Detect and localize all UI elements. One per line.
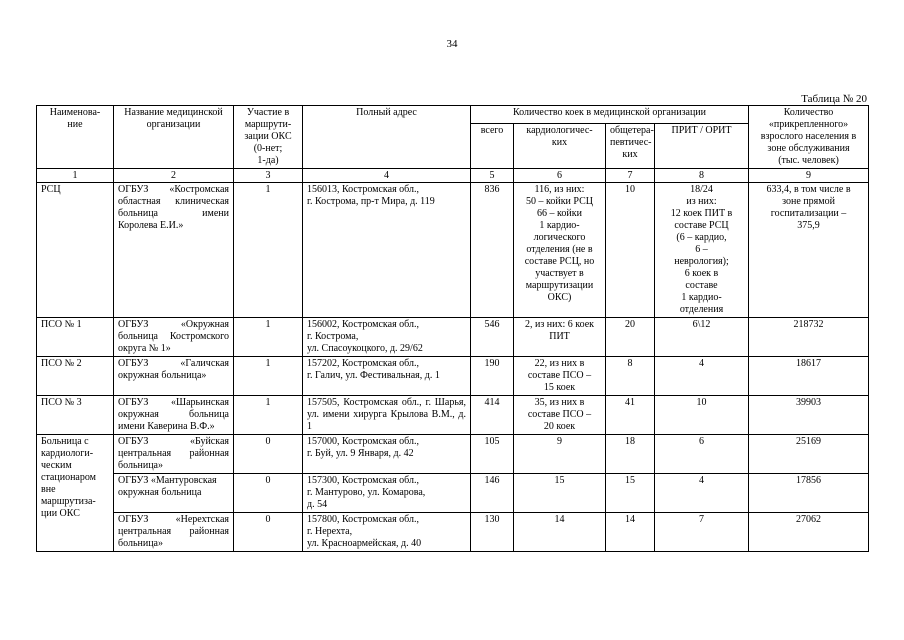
row-oks: 0 <box>234 435 303 474</box>
row-org: ОГБУЗ «Нерехтская центральная районная больница» <box>114 513 234 552</box>
header-name: Наименова- ние <box>37 106 114 169</box>
row-cardio: 9 <box>514 435 606 474</box>
header-beds-group: Количество коек в медицинской организации <box>471 106 749 124</box>
column-number: 3 <box>234 169 303 183</box>
row-oks: 0 <box>234 513 303 552</box>
header-beds-icu: ПРИТ / ОРИТ <box>655 123 749 169</box>
header-beds-general: общетера- певтичес- ких <box>606 123 655 169</box>
row-total: 146 <box>471 474 514 513</box>
row-address: 157202, Костромская обл., г. Галич, ул. Фестивальная, д. 1 <box>303 357 471 396</box>
row-population: 27062 <box>749 513 869 552</box>
row-oks: 1 <box>234 357 303 396</box>
table-row <box>37 318 869 357</box>
row-general: 18 <box>606 435 655 474</box>
row-oks: 1 <box>234 318 303 357</box>
row-total: 546 <box>471 318 514 357</box>
row-org: ОГБУЗ «Буйская центральная районная больница» <box>114 435 234 474</box>
row-total: 105 <box>471 435 514 474</box>
row-org: ОГБУЗ «Окружная больница Костромского округа № 1» <box>114 318 234 357</box>
row-icu: 18/24 из них: 12 коек ПИТ в составе РСЦ (6 – кардио, 6 – неврология); 6 коек в составе 1 кардио- отделения <box>655 183 749 318</box>
table-caption: Таблица № 20 <box>801 93 867 105</box>
row-address: 156002, Костромская обл., г. Кострома, ул. Спасоукоцкого, д. 29/62 <box>303 318 471 357</box>
column-number: 8 <box>655 169 749 183</box>
row-org: ОГБУЗ «Шарьинская окружная больница имени Каверина В.Ф.» <box>114 396 234 435</box>
column-numbers-row <box>37 169 869 183</box>
header-beds-cardio: кардиологичес- ких <box>514 123 606 169</box>
row-cardio: 22, из них в составе ПСО – 15 коек <box>514 357 606 396</box>
column-number: 6 <box>514 169 606 183</box>
row-cardio: 35, из них в составе ПСО – 20 коек <box>514 396 606 435</box>
row-total: 414 <box>471 396 514 435</box>
header-beds-total: всего <box>471 123 514 169</box>
row-total: 130 <box>471 513 514 552</box>
row-cardio: 14 <box>514 513 606 552</box>
row-total: 190 <box>471 357 514 396</box>
row-cardio: 2, из них: 6 коек ПИТ <box>514 318 606 357</box>
table-row <box>37 513 869 552</box>
row-icu: 4 <box>655 357 749 396</box>
row-name: ПСО № 2 <box>37 357 114 396</box>
hospital-beds-table <box>36 105 869 552</box>
table-row <box>37 357 869 396</box>
row-general: 15 <box>606 474 655 513</box>
row-population: 633,4, в том числе в зоне прямой госпитализации – 375,9 <box>749 183 869 318</box>
header-org: Название медицинской организации <box>114 106 234 169</box>
header-population: Количество «прикрепленного» взрослого населения в зоне обслуживания (тыс. человек) <box>749 106 869 169</box>
header-row-1 <box>37 106 869 124</box>
row-cardio: 116, из них: 50 – койки РСЦ 66 – койки 1 кардио- логического отделения (не в составе РСЦ, но участвует в маршрутизации ОКС) <box>514 183 606 318</box>
row-address: 157800, Костромская обл., г. Нерехта, ул. Красноармейская, д. 40 <box>303 513 471 552</box>
row-name: ПСО № 1 <box>37 318 114 357</box>
column-number: 9 <box>749 169 869 183</box>
row-population: 218732 <box>749 318 869 357</box>
row-org: ОГБУЗ «Галичская окружная больница» <box>114 357 234 396</box>
row-general: 20 <box>606 318 655 357</box>
column-number: 5 <box>471 169 514 183</box>
row-address: 156013, Костромская обл., г. Кострома, пр-т Мира, д. 119 <box>303 183 471 318</box>
row-population: 17856 <box>749 474 869 513</box>
table-row <box>37 474 869 513</box>
row-org: ОГБУЗ «Мантуровская окружная больница <box>114 474 234 513</box>
table-row <box>37 396 869 435</box>
row-general: 8 <box>606 357 655 396</box>
column-number: 1 <box>37 169 114 183</box>
row-address: 157505, Костромская обл., г. Шарья, ул. имени хирурга Крылова В.М., д. 1 <box>303 396 471 435</box>
row-icu: 6 <box>655 435 749 474</box>
row-cardio: 15 <box>514 474 606 513</box>
page-number: 34 <box>446 38 458 50</box>
row-oks: 0 <box>234 474 303 513</box>
column-number: 7 <box>606 169 655 183</box>
row-icu: 7 <box>655 513 749 552</box>
table-row <box>37 183 869 318</box>
row-org: ОГБУЗ «Костромская областная клиническая больница имени Королева Е.И.» <box>114 183 234 318</box>
row-icu: 4 <box>655 474 749 513</box>
column-number: 2 <box>114 169 234 183</box>
group-name: Больница с кардиологи- ческим стационаром вне маршрутиза- ции ОКС <box>37 435 114 552</box>
row-population: 39903 <box>749 396 869 435</box>
row-population: 25169 <box>749 435 869 474</box>
row-name: ПСО № 3 <box>37 396 114 435</box>
row-general: 10 <box>606 183 655 318</box>
row-total: 836 <box>471 183 514 318</box>
row-name: РСЦ <box>37 183 114 318</box>
header-address: Полный адрес <box>303 106 471 169</box>
row-address: 157300, Костромская обл., г. Мантурово, ул. Комарова, д. 54 <box>303 474 471 513</box>
row-oks: 1 <box>234 183 303 318</box>
header-oks: Участие в маршрути- зации ОКС (0-нет; 1-да) <box>234 106 303 169</box>
row-oks: 1 <box>234 396 303 435</box>
row-icu: 10 <box>655 396 749 435</box>
row-address: 157000, Костромская обл., г. Буй, ул. 9 Января, д. 42 <box>303 435 471 474</box>
table-row <box>37 435 869 474</box>
row-population: 18617 <box>749 357 869 396</box>
row-general: 41 <box>606 396 655 435</box>
row-general: 14 <box>606 513 655 552</box>
row-icu: 6\12 <box>655 318 749 357</box>
column-number: 4 <box>303 169 471 183</box>
